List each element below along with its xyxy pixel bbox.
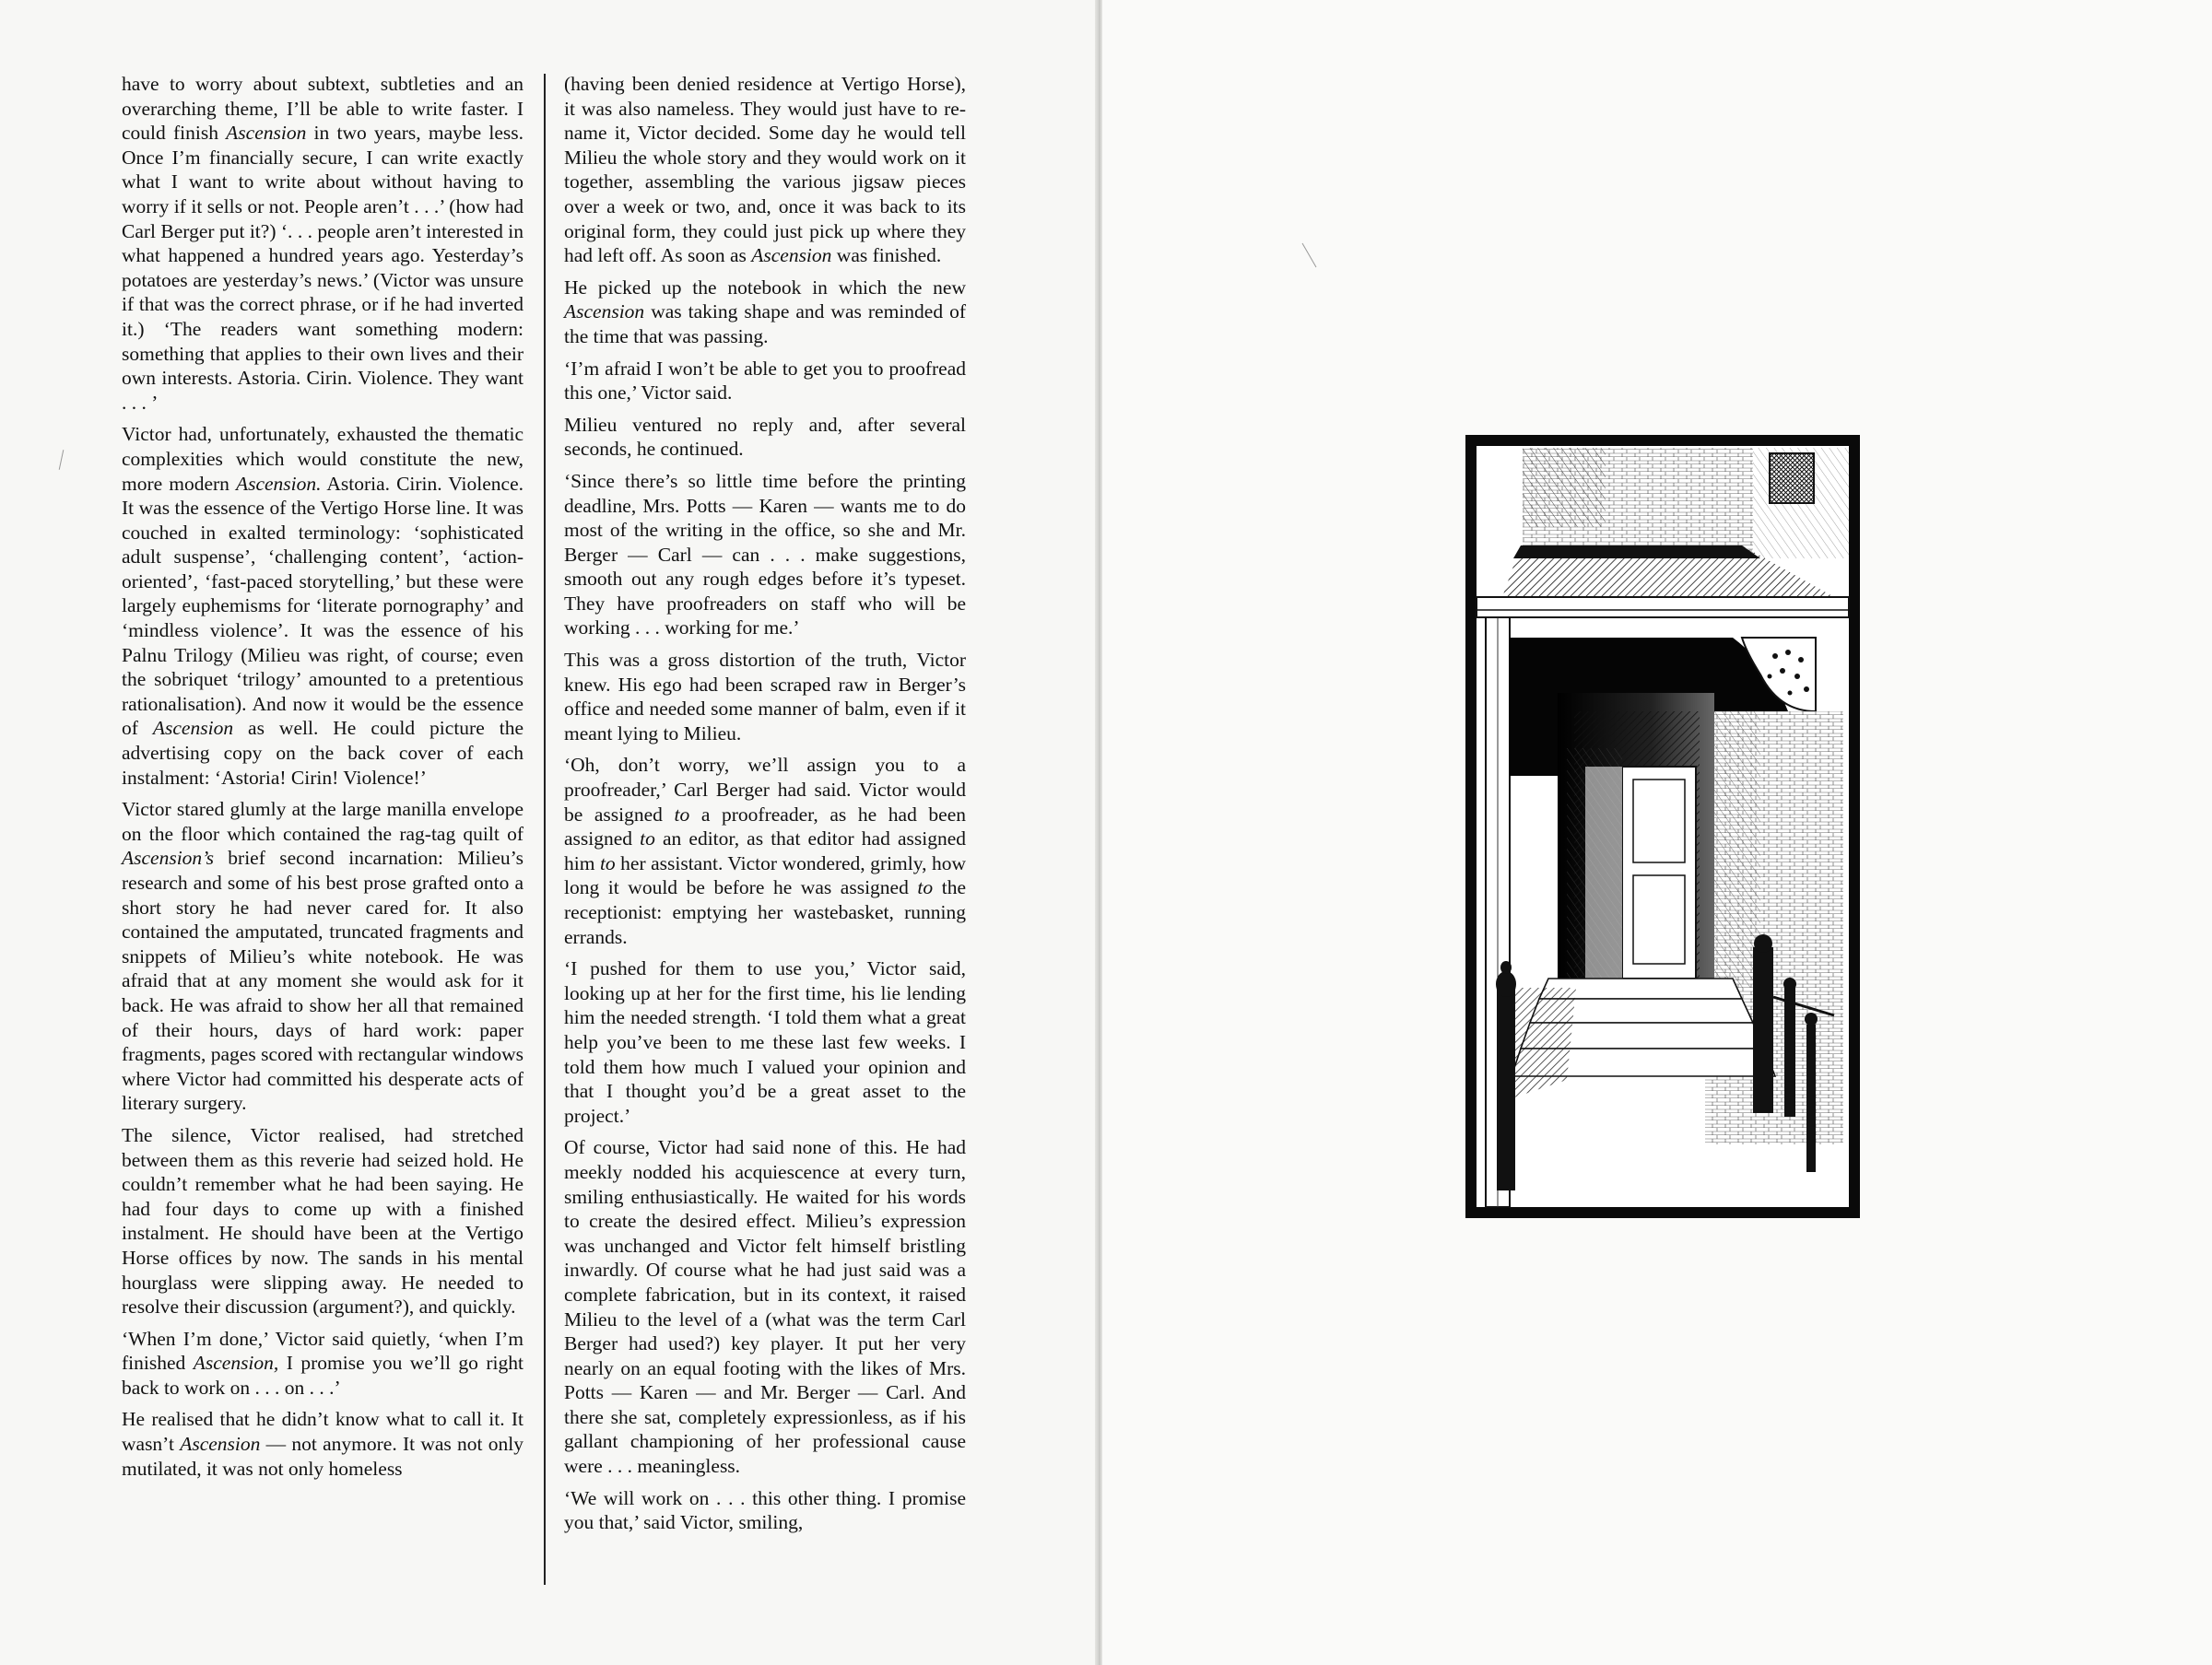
paragraph (122, 1407, 524, 1481)
italic-title: Ascension (564, 300, 645, 323)
text-run: the receptionist: emptying her wastebasket, running errands. (564, 876, 966, 948)
stray-mark (1302, 243, 1317, 267)
text-run: I promise you we’ll go right back to work on . . . on . . .’ (122, 1352, 524, 1399)
text-run: her assistant. Victor wondered, grimly, how long it would be before he was assigned (564, 851, 966, 899)
bollard (1496, 961, 1516, 1190)
paragraph (564, 469, 966, 640)
doorway-illustration (1465, 435, 1860, 1218)
paragraph (122, 1327, 524, 1401)
italic-title: Ascension (180, 1433, 261, 1456)
text-run: ‘I’m afraid I won’t be able to get you to proofread this one,’ Victor said. (564, 357, 966, 405)
italic-title: to (917, 876, 934, 899)
text-run: — not anymore. It was not only mutilated, it was not only homeless (122, 1433, 524, 1480)
text-run: an editor, as that editor had assigned him (564, 827, 966, 874)
text-run: This was a gross distortion of the truth, Victor knew. His ego had been scraped raw in Berger’s office and needed some manner of balm, even if it meant lying to Milieu. (564, 649, 966, 745)
italic-title: to (599, 851, 616, 874)
text-column-1 (122, 72, 524, 1488)
italic-title: Ascension’s (122, 847, 214, 870)
text-run: He realised that he didn’t know what to call it. It wasn’t (122, 1408, 524, 1456)
italic-title: to (674, 803, 690, 826)
text-run: a proofreader, as he had been assigned (564, 803, 966, 850)
paragraph (564, 72, 966, 268)
text-run: in two years, maybe less. Once I’m financially secure, I can write exactly what I want to write about without having to worry if it sells or not. People aren’t . . .’ (how had Carl Berger put it?) ‘. . . people aren’t interested in what happened a hundred years ago. Yesterday’s potatoes are yesterday’s news.’ (Victor was unsure if that was the correct phrase, or if he had inverted it.) ‘The readers want something modern: something that applies to their own lives and their own interests. Astoria. Cirin. Violence. They want . . . ’ (122, 122, 524, 414)
text-run: He picked up the notebook in which the new (564, 276, 966, 299)
paragraph (564, 357, 966, 405)
text-run: have to worry about subtext, subtleties and an overarching theme, I’ll be able to write faster. I could finish (122, 73, 524, 145)
text-run: as well. He could picture the advertising copy on the back cover of each instalment: ‘Astoria! Cirin! Violence!’ (122, 717, 524, 789)
italic-title: Ascension (226, 122, 307, 145)
text-run: The silence, Victor realised, had stretched between them as this reverie had seized hold. He couldn’t remember what he had been saying. He had four days to come up with a finished instalment. He should have been at the Vertigo Horse offices by now. The sands in his mental hourglass were slipping away. He needed to resolve their discussion (argument?), and quickly. (122, 1123, 524, 1319)
text-run: ‘Since there’s so little time before the printing deadline, Mrs. Potts — Karen — wants me to do most of the writing in the office, so she and Mr. Berger — Carl — can . . . make suggestions, smooth out any rough edges before it’s typeset. They have proofreaders on staff who will be working . . . working for me.’ (564, 469, 966, 639)
text-run: was finished. (831, 244, 942, 267)
text-run: Victor stared glumly at the large manilla envelope on the floor which contained the rag-tag quilt of (122, 798, 524, 845)
text-run: Astoria. Cirin. Violence. It was the essence of the Vertigo Horse line. It was couched in exalted terminology: ‘sophisticated adult suspense’, ‘challenging content’, ‘action-oriented’, ‘fast-paced storytelling,’ but these were largely euphemisms for ‘literate pornography’ and ‘mindless violence’. It was the essence of his Palnu Trilogy (Milieu was right, of course; even the sobriquet ‘trilogy’ amounted to a pretentious rationalisation). And now it would be the essence of (122, 472, 524, 740)
text-run: Of course, Victor had said none of this. He had meekly nodded his acquiescence at every turn, smiling enthusiastically. He waited for his words to create the desired effect. Milieu’s expression was unchanged and Victor felt himself bristling inwardly. Of course what he had just said was a complete fabrication, but in its context, it raised Milieu to the level of a (what was the term Carl Berger had used?) key player. It put her very nearly on an equal footing with the likes of Mrs. Potts — Karen — and Mr. Berger — Carl. And there she sat, completely expressionless, as if his gallant championing of her professional cause were . . . meaningless. (564, 1136, 966, 1478)
italic-title: Ascension (152, 717, 234, 740)
column-divider (544, 74, 546, 1585)
paragraph (564, 413, 966, 462)
text-run: ‘I pushed for them to use you,’ Victor said, looking up at her for the first time, his lie lending him the needed strength. ‘I told them what a great help you’ve been to me these last few weeks. I told them how much I valued your opinion and that I thought you’d be a great asset to the project.’ (564, 957, 966, 1127)
paragraph (564, 1135, 966, 1478)
paragraph (122, 1123, 524, 1319)
italic-title: Ascension. (235, 472, 322, 495)
paragraph (122, 422, 524, 790)
paragraph (564, 648, 966, 745)
paragraph (122, 797, 524, 1116)
paragraph (564, 276, 966, 349)
text-run: Milieu ventured no reply and, after several seconds, he continued. (564, 413, 966, 461)
text-run: brief second incarnation: Milieu’s research and some of his best prose grafted onto a short story he had never cared for. It also contained the amputated, truncated fragments and snippets of Milieu’s white notebook. He was afraid that at any moment she would ask for it back. He was afraid to show her all that remained of their hours, days of hard work: paper fragments, pages scored with rectangular windows where Victor had committed his desperate acts of literary surgery. (122, 847, 524, 1115)
paragraph (122, 72, 524, 415)
stray-mark (59, 450, 65, 470)
paragraph (564, 956, 966, 1128)
italic-title: to (640, 827, 655, 850)
italic-title: Ascension (751, 244, 832, 267)
text-run: ‘We will work on . . . this other thing. I promise you that,’ said Victor, smiling, (564, 1486, 966, 1534)
text-run: ‘When I’m done,’ Victor said quietly, ‘when I’m finished (122, 1327, 524, 1375)
italic-title: Ascension, (193, 1352, 279, 1375)
text-run: ‘Oh, don’t worry, we’ll assign you to a proofreader,’ Carl Berger had said. Victor would be assigned (564, 754, 966, 826)
text-column-2 (564, 72, 966, 1542)
paragraph (564, 1486, 966, 1535)
paragraph (564, 753, 966, 949)
left-page (0, 0, 1097, 1665)
text-run: was taking shape and was reminded of the time that was passing. (564, 300, 966, 347)
text-run: Victor had, unfortunately, exhausted the thematic complexities which would constitute the new, more modern (122, 423, 524, 495)
text-run: (having been denied residence at Vertigo Horse), it was also nameless. They would just have to re-name it, Victor decided. Some day he would tell Milieu the whole story and they would work on it together, assembling the various jigsaw pieces over a week or two, and, once it was back to its original form, they could just pick up where they had left off. As soon as (564, 73, 966, 267)
